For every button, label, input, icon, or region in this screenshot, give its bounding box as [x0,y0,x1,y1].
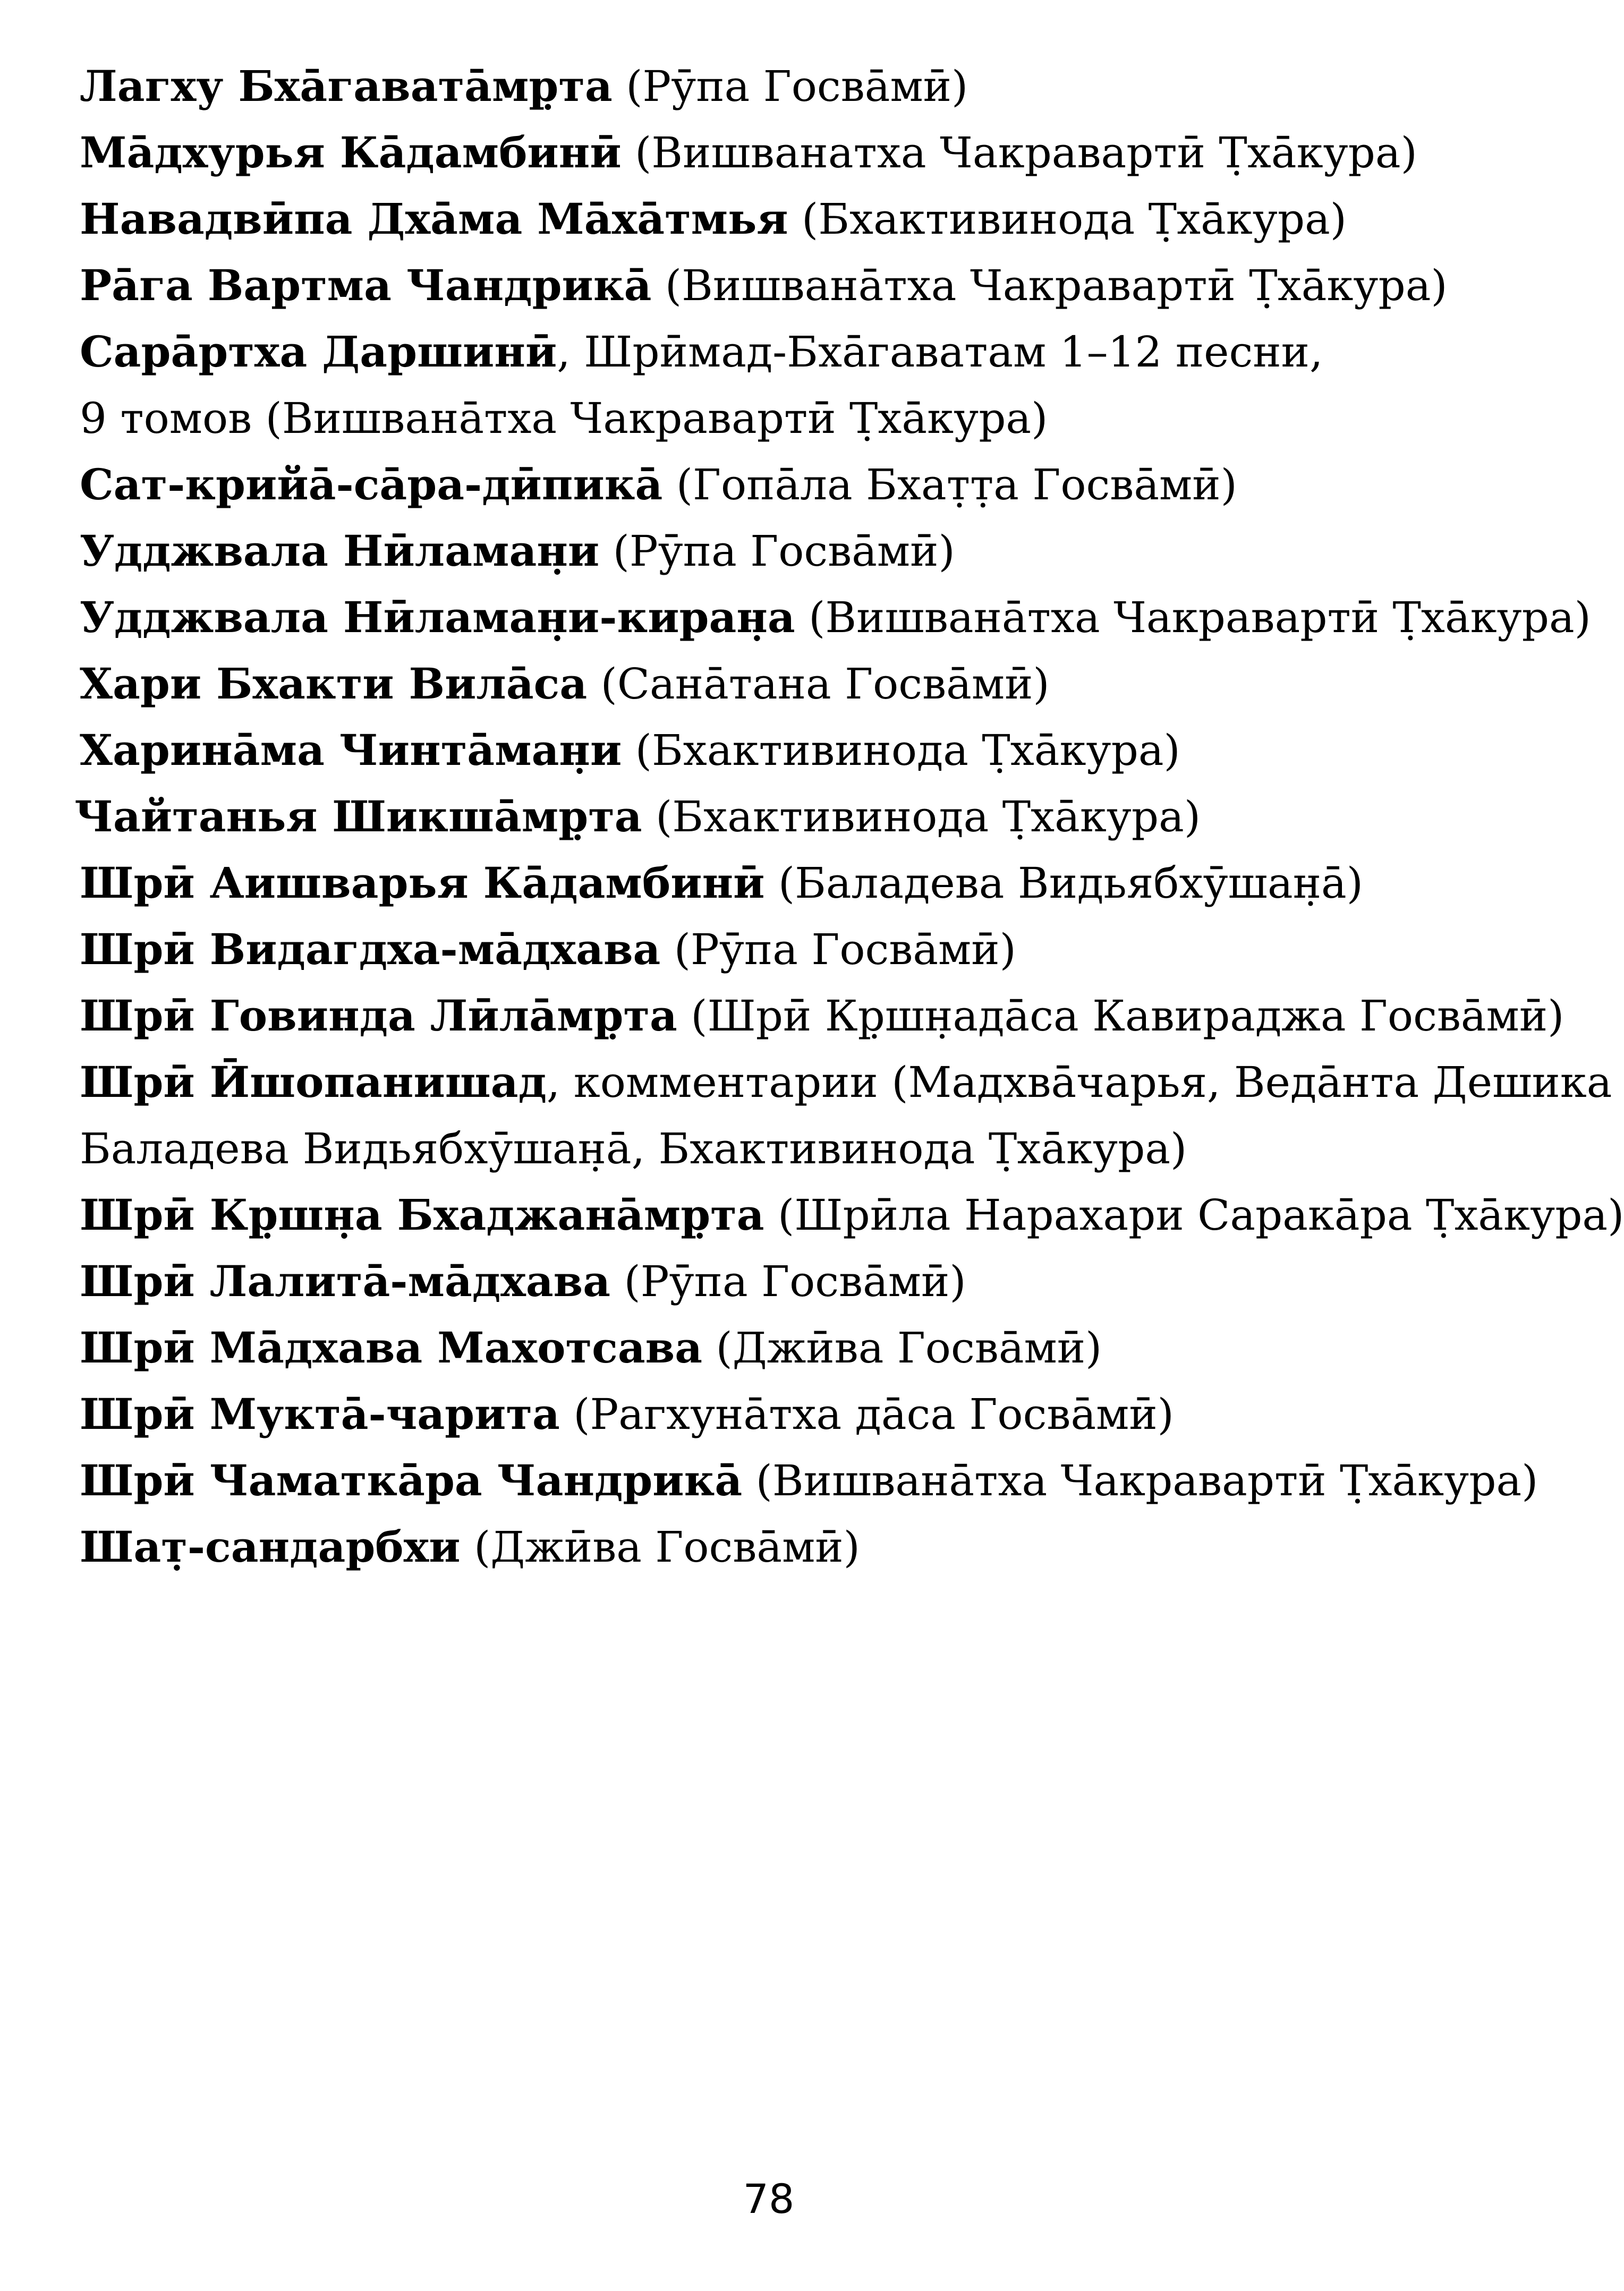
entry-author: (Шрӣла Нарахари Сарака̄ра Т̣ха̄кура) [764,1190,1624,1240]
bibliography-entry [80,584,1591,651]
bibliography-entry [80,518,1525,584]
bibliography-entry [80,1049,1612,1115]
bibliography-entry [80,120,1525,186]
entry-title: Шрӣ Кр̣шн̣а Бхаджана̄мр̣та [80,1190,764,1240]
bibliography-entry [80,1381,1525,1447]
entry-author: (Вишвана̄тха Чакравартӣ Т̣ха̄кура) [651,261,1448,310]
bibliography-entry [80,651,1525,717]
entry-author: (Рӯпа Госва̄мӣ) [660,925,1016,974]
bibliography-entry [80,1182,1624,1248]
entry-title: Шат̣-сандарбхи [80,1522,461,1572]
bibliography-entry [80,1315,1525,1381]
bibliography-entry [80,452,1525,518]
entry-author: (Гопа̄ла Бхат̣т̣а Госва̄мӣ) [662,460,1237,509]
entry-author: (Рӯпа Госва̄мӣ) [612,62,968,111]
bibliography-entry [80,916,1525,983]
entry-title: Харина̄ма Чинта̄ман̣и [80,725,622,775]
bibliography-list [74,53,1624,1580]
entry-title: Ра̄га Вартма Чандрика̄ [80,260,652,310]
bibliography-entry [80,1447,1538,1514]
entry-author: (Вишвана̄тха Чакравартӣ Т̣ха̄кура) [742,1456,1538,1505]
entry-title: Шрӣ Видагдха-ма̄дхава [80,924,661,974]
entry-author: 9 томов (Вишвана̄тха Чакравартӣ Т̣ха̄кура) [80,394,1048,443]
entry-title: Ма̄дхурья Ка̄дамбинӣ [80,127,622,177]
entry-title: Шрӣ Чаматка̄ра Чандрика̄ [80,1455,743,1505]
entry-author: , комментарии (Мадхва̄чарья, Веда̄нта Дешика [546,1058,1612,1107]
entry-title: Сара̄ртха Даршинӣ [80,327,557,377]
bibliography-entry-continuation [80,385,1525,452]
bibliography-entry [80,53,1525,120]
entry-author: (Шрӣ Кр̣шн̣ада̄са Кавираджа Госва̄мӣ) [677,991,1565,1041]
bibliography-entry [80,1514,1525,1580]
entry-title: Шрӣ Аишварья Ка̄дамбинӣ [80,858,765,908]
entry-title: Шрӣ Лалита̄-ма̄дхава [80,1256,611,1306]
entry-title: Лагху Бха̄гавата̄мр̣та [80,61,613,111]
bibliography-entry [80,319,1525,385]
entry-title: Удджвала Нӣламан̣и-киран̣а [80,592,795,642]
bibliography-entry-continuation [80,1115,1525,1182]
entry-author: , Шрӣмад-Бха̄гаватам 1–12 песни, [557,327,1323,377]
entry-title: Сат-крийа̄-са̄ра-дӣпика̄ [80,459,663,509]
page-number: 78 [743,2175,795,2222]
entry-title: Хари Бхакти Вила̄са [80,659,588,709]
entry-author: (Джӣва Госва̄мӣ) [702,1323,1102,1373]
entry-author: (Рӯпа Госва̄мӣ) [599,526,955,576]
entry-title: Чайтанья Шикша̄мр̣та [74,791,642,841]
bibliography-entry [80,850,1525,916]
entry-author: (Сана̄тана Госва̄мӣ) [587,659,1050,709]
entry-author: (Бхактивинода Т̣ха̄кура) [788,194,1347,244]
bibliography-entry [80,252,1525,319]
entry-author: (Вишванатха Чакравартӣ Т̣ха̄кура) [621,128,1417,177]
entry-title: Шрӣ Говинда Лӣла̄мр̣та [80,991,677,1041]
entry-title: Шрӣ Мукта̄-чарита [80,1389,560,1439]
entry-author: (Вишвана̄тха Чакравартӣ Т̣ха̄кура) [795,593,1591,642]
entry-title: Шрӣ Ӣшопанишад [80,1057,547,1107]
entry-author: (Баладева Видьябхӯшан̣а̄) [764,858,1363,908]
entry-author: (Бхактивинода Т̣ха̄кура) [642,792,1201,841]
entry-author: (Рӯпа Госва̄мӣ) [610,1257,966,1306]
entry-title: Навадвӣпа Дха̄ма Ма̄ха̄тмья [80,194,788,244]
entry-title: Удджвала Нӣламан̣и [80,526,600,576]
bibliography-entry [74,783,1525,850]
entry-author: (Бхактивинода Т̣ха̄кура) [622,726,1180,775]
entry-title: Шрӣ Ма̄дхава Махотсава [80,1323,703,1373]
bibliography-entry [80,1248,1525,1315]
entry-author: Баладева Видьябхӯшан̣а̄, Бхактивинода Т̣ха̄кура) [80,1124,1187,1173]
bibliography-entry [80,717,1525,783]
bibliography-entry [80,186,1525,252]
bibliography-entry [80,983,1565,1049]
entry-author: (Рагхуна̄тха да̄са Госва̄мӣ) [559,1390,1174,1439]
entry-author: (Джӣва Госва̄мӣ) [460,1522,860,1572]
